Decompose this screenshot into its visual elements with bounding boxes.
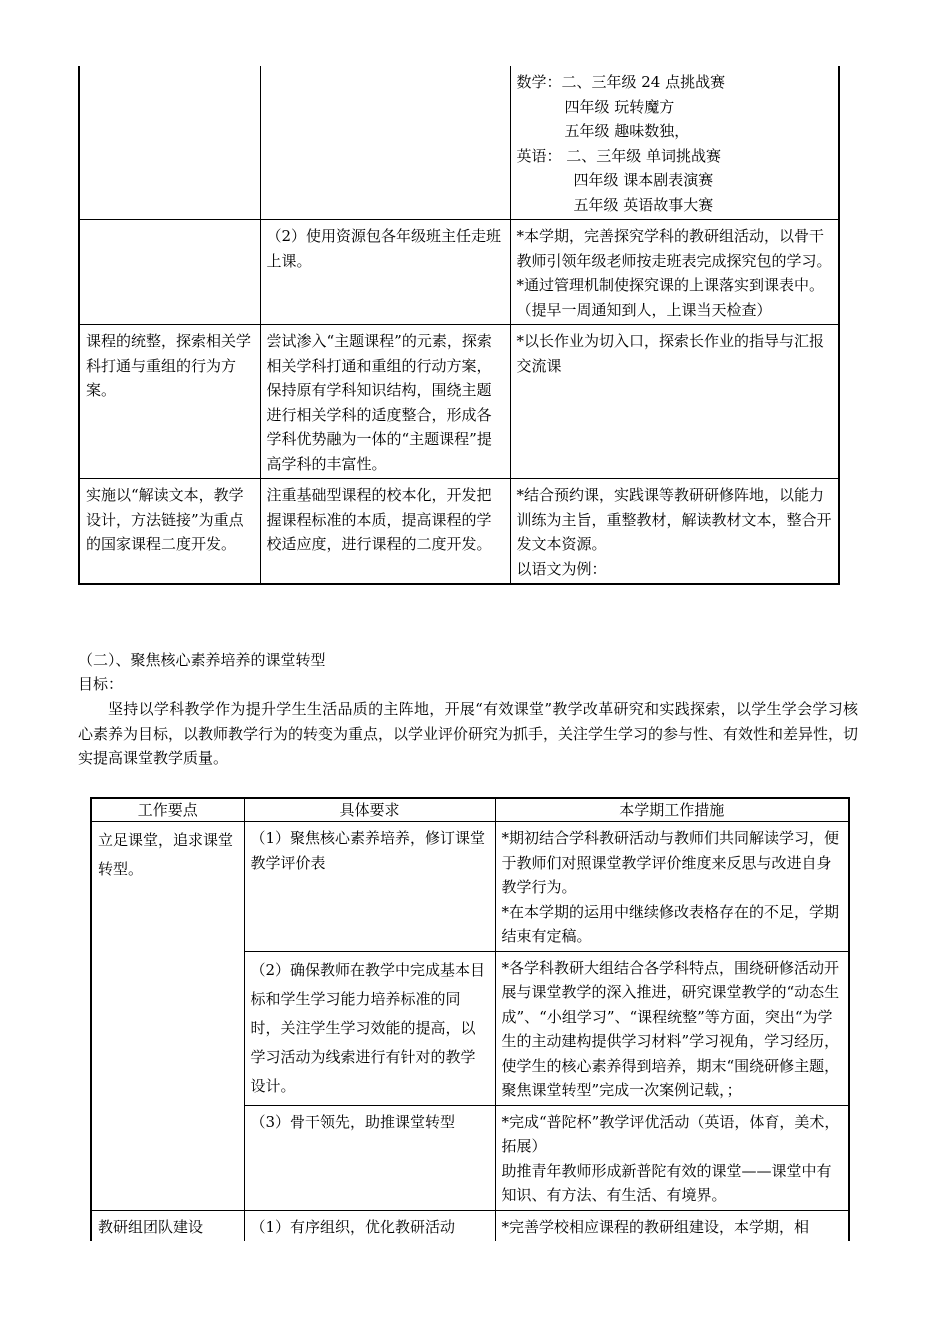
requirement-cell: 注重基础型课程的校本化，开发把握课程标准的本质，提高课程的学校适应度，进行课程的二度开发。 <box>260 479 510 585</box>
goal-paragraph: 坚持以学科教学作为提升学生生活品质的主阵地，开展“有效课堂”教学改革研究和实践探索，以学生学会学习核心素养为目标，以教师教学行为的转变为重点，以学业评价研究为抓手，关注学生学习的参与性、有效性和差异性，切实提高课堂教学质量。 <box>78 700 859 767</box>
measures-cell: *以长作业为切入口，探索长作业的指导与汇报交流课 <box>510 325 839 479</box>
requirement-cell: （1）有序组织，优化教研活动 <box>244 1210 495 1241</box>
table-row <box>91 822 849 952</box>
column-header: 具体要求 <box>244 798 495 822</box>
measures-cell <box>510 479 839 585</box>
requirement-cell: （1）聚焦核心素养培养，修订课堂教学评价表 <box>244 822 495 952</box>
point-cell <box>79 220 260 325</box>
measures-cell <box>510 66 839 220</box>
measure-text: *通过管理机制使探究课的上课落实到课表中。（提早一周通知到人，上课当天检查） <box>516 276 825 319</box>
measure-text: *在本学期的运用中继续修改表格存在的不足，学期结束有定稿。 <box>501 902 840 945</box>
classroom-transformation-table <box>90 797 850 1241</box>
measure-text: *结合预约课，实践课等教研研修阵地，以能力训练为主旨，重整教材，解读教材文本，整合开发文本资源。 <box>516 486 832 553</box>
measures-cell <box>510 220 839 325</box>
measure-text: *期初结合学科教研活动与教师们共同解读学习，便于教师们对照课堂教学评价维度来反思与改进自身教学行为。 <box>501 829 840 896</box>
requirement-cell: （3）骨干领先，助推课堂转型 <box>244 1105 495 1210</box>
table-header-row <box>91 798 849 822</box>
requirement-cell: 尝试渗入“主题课程”的元素，探索相关学科打通和重组的行动方案，保持原有学科知识结构，围绕主题进行相关学科的适度整合，形成各学科优势融为一体的“主题课程”提高学科的丰富性。 <box>260 325 510 479</box>
point-cell: 课程的统整，探索相关学科打通与重组的行为方案。 <box>79 325 260 479</box>
table-row <box>79 66 839 220</box>
point-cell: 教研组团队建设 <box>91 1210 244 1241</box>
english-line: 四年级 课本剧表演赛 <box>573 171 714 189</box>
table-row <box>91 1210 849 1241</box>
curriculum-table-continued <box>78 66 840 585</box>
measures-cell <box>495 822 849 952</box>
math-line: 五年级 趣味数独， <box>564 122 690 140</box>
table-row <box>79 479 839 585</box>
column-header: 工作要点 <box>91 798 244 822</box>
english-line: 英语： 二、三年级 单词挑战赛 <box>516 146 722 165</box>
point-cell: 立足课堂，追求课堂转型。 <box>91 822 244 1211</box>
section-heading: （二）、聚焦核心素养培养的课堂转型 <box>78 651 326 669</box>
requirement-cell: （2）使用资源包各年级班主任走班上课。 <box>260 220 510 325</box>
measure-text: *各学科教研大组结合各学科特点，围绕研修活动开展与课堂教学的深入推进，研究课堂教学的“动态生成”、“小组学习”、“课程统整”等方面，突出“为学生的主动建构提供学习材料”学习视角，学习经历，使学生的核心素养得到培养，期末“围绕研修主题，聚焦课堂转型”完成一次案例记载，； <box>501 958 840 1099</box>
measure-text: 以语文为例： <box>516 559 607 578</box>
requirement-cell: （2）确保教师在教学中完成基本目标和学生学习能力培养标准的同时，关注学生学习效能的提高，以学习活动为线索进行有针对的教学设计。 <box>244 951 495 1105</box>
requirement-cell <box>260 66 510 220</box>
measure-text: *本学期，完善探究学科的教研组活动，以骨干教师引领年级老师按走班表完成探究包的学习。 <box>516 227 832 270</box>
point-cell <box>79 66 260 220</box>
measures-cell: *完善学校相应课程的教研组建设，本学期，相 <box>495 1210 849 1241</box>
goal-label: 目标： <box>78 675 124 693</box>
table-row <box>79 220 839 325</box>
measure-text: 助推青年教师形成新普陀有效的课堂——课堂中有知识、有方法、有生活、有境界。 <box>501 1161 832 1204</box>
table-row <box>79 325 839 479</box>
measure-text: *完成“普陀杯”教学评优活动（英语，体育，美术，拓展） <box>501 1112 840 1155</box>
english-line: 五年级 英语故事大赛 <box>573 195 714 214</box>
measures-cell <box>495 951 849 1105</box>
point-cell: 实施以“解读文本，教学设计，方法链接”为重点的国家课程二度开发。 <box>79 479 260 585</box>
math-line: 数学：二、三年级 24 点挑战赛 <box>516 73 726 91</box>
math-line: 四年级 玩转魔方 <box>564 97 675 116</box>
measures-cell <box>495 1105 849 1210</box>
column-header: 本学期工作措施 <box>495 798 849 822</box>
